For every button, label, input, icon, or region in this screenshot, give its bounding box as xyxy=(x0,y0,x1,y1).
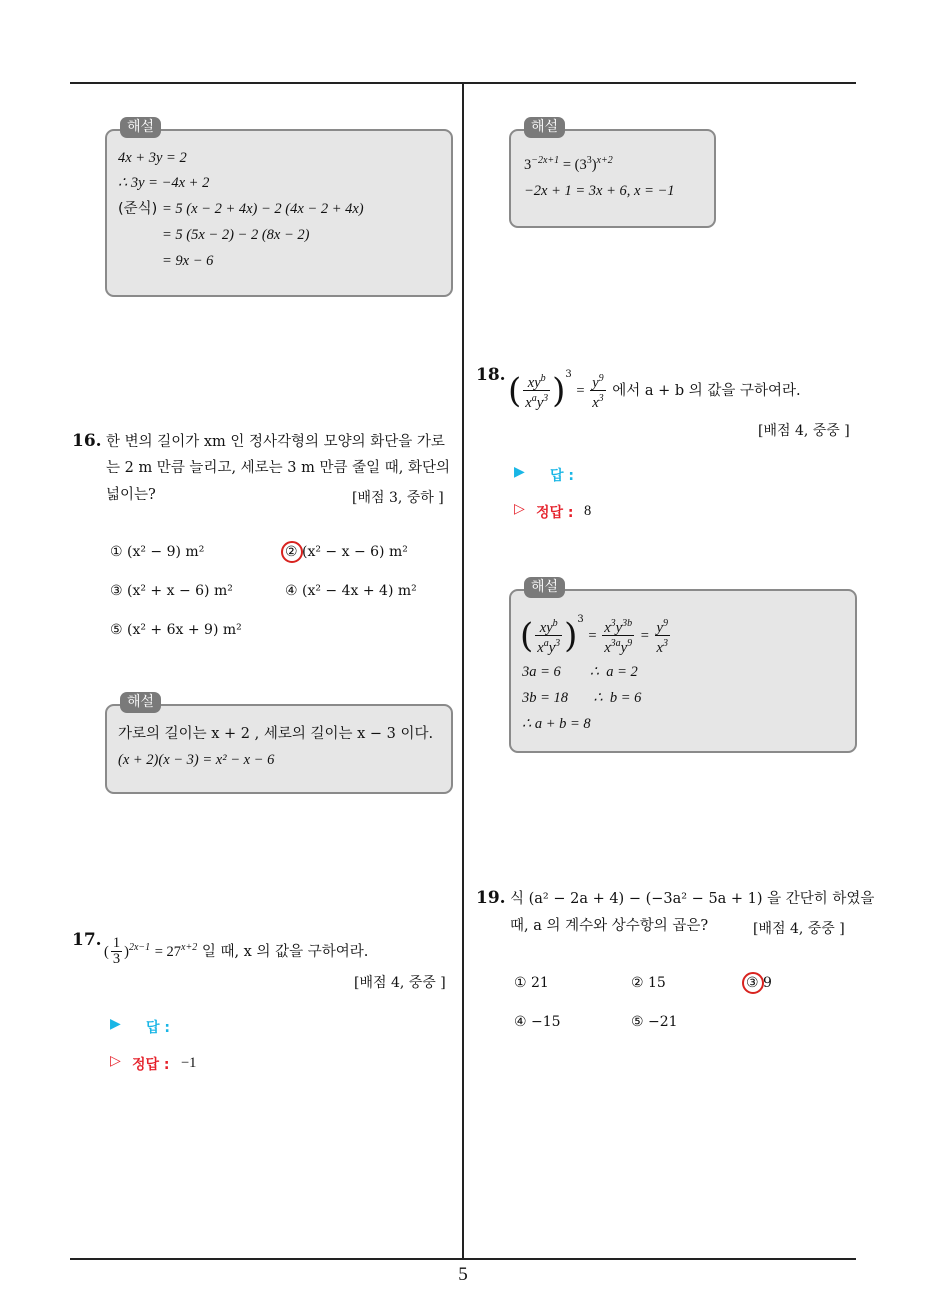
score-meta: [배점 3, 중하 ] xyxy=(352,490,444,506)
solution-tag: 해설 xyxy=(120,692,161,713)
question-number: 16. xyxy=(72,431,102,451)
question-text: 넓이는? xyxy=(106,487,156,503)
choice-4[interactable]: ④ −15 xyxy=(514,1014,561,1030)
fraction: $\frac{y^9}{x^3}$ xyxy=(656,617,668,657)
question-number: 19. xyxy=(476,888,506,908)
solution-line: ∴ 3y = −4x + 2 xyxy=(118,175,210,191)
choice-1[interactable]: ① (x² − 9) m² xyxy=(110,544,205,560)
question-18-equation: ( $\frac{xy^b}{x^ay^3}$ )$^3$ = $\frac{y^9}{x^3}$ 에서 a + b 의 값을 구하여라. xyxy=(508,369,801,412)
fraction: $\frac{x^3y^{3b}}{x^{3a}y^9}$ xyxy=(604,617,633,657)
question-text: 는 2 m 만큼 늘리고, 세로는 3 m 만큼 줄일 때, 화단의 xyxy=(106,460,450,476)
fraction: $\frac{y^9}{x^3}$ xyxy=(592,372,604,412)
question-text: 때, a 의 계수와 상수항의 곱은? xyxy=(510,918,709,934)
solution-tag: 해설 xyxy=(524,577,565,598)
correct-value: 8 xyxy=(584,503,592,519)
solution-line: ( $\frac{xy^b}{x^ay^3}$ )$^3$ = $\frac{x^3y^{3b}}{x^{3a}y^9}$ = $\frac{y^9}{x^3}$ xyxy=(520,614,668,657)
page-number: 5 xyxy=(458,1264,468,1285)
solution-line: = 5 (5x − 2) − 2 (8x − 2) xyxy=(162,227,310,243)
solution-tag: 해설 xyxy=(524,117,565,138)
question-text: 한 변의 길이가 xm 인 정사각형의 모양의 화단을 가로 xyxy=(106,434,445,450)
answer-arrow-icon: ▶ xyxy=(110,1016,121,1032)
correct-label: 정답 : xyxy=(132,1057,170,1073)
question-text: 식 (a² − 2a + 4) − (−3a² − 5a + 1) 을 간단히 하였을 xyxy=(510,891,875,907)
choice-5[interactable]: ⑤ (x² + 6x + 9) m² xyxy=(110,622,242,638)
answer-label: 답 : xyxy=(550,468,574,484)
fraction: $\frac{xy^b}{x^ay^3}$ xyxy=(525,372,549,412)
solution-line-label: (준식) xyxy=(118,201,158,217)
correct-arrow-icon: ▷ xyxy=(514,501,525,517)
solution-box-16 xyxy=(105,704,453,794)
bottom-rule xyxy=(70,1258,856,1260)
score-meta: [배점 4, 중중 ] xyxy=(354,975,446,991)
solution-line: −2x + 1 = 3x + 6, x = −1 xyxy=(524,183,675,199)
solution-line: 3a = 6 ∴ a = 2 xyxy=(522,664,638,680)
solution-line: 4x + 3y = 2 xyxy=(118,150,187,166)
question-number: 18. xyxy=(476,365,506,385)
correct-value: −1 xyxy=(181,1055,197,1071)
choice-3[interactable]: ③ 9 xyxy=(746,975,772,991)
choice-2[interactable]: ② 15 xyxy=(631,975,666,991)
answer-label: 답 : xyxy=(146,1020,170,1036)
choice-2[interactable]: ② (x² − x − 6) m² xyxy=(285,544,408,560)
correct-label: 정답 : xyxy=(536,505,574,521)
solution-line: (x + 2)(x − 3) = x² − x − 6 xyxy=(118,752,275,768)
column-divider xyxy=(462,83,464,1259)
choice-3[interactable]: ③ (x² + x − 6) m² xyxy=(110,583,233,599)
question-number: 17. xyxy=(72,930,102,950)
choice-1[interactable]: ① 21 xyxy=(514,975,549,991)
question-17-equation: ( $\frac{1}{3}$ )$^{2x-1} = 27^{x+2}$ 일 때, x 의 값을 구하여라. xyxy=(104,935,369,968)
fraction: $\frac{xy^b}{x^ay^3}$ xyxy=(537,617,561,657)
solution-line: ∴ a + b = 8 xyxy=(522,716,591,732)
solution-line: $3^{-2x+1} = (3^3)^{x+2}$ xyxy=(524,155,613,173)
solution-line: 가로의 길이는 x + 2 , 세로의 길이는 x − 3 이다. xyxy=(118,726,434,742)
correct-arrow-icon: ▷ xyxy=(110,1053,121,1069)
fraction: $\frac{1}{3}$ xyxy=(112,935,121,968)
solution-line: = 9x − 6 xyxy=(162,253,214,269)
solution-line: = 5 (x − 2 + 4x) − 2 (4x − 2 + 4x) xyxy=(162,201,364,217)
score-meta: [배점 4, 중중 ] xyxy=(758,423,850,439)
solution-tag: 해설 xyxy=(120,117,161,138)
choice-4[interactable]: ④ (x² − 4x + 4) m² xyxy=(285,583,417,599)
solution-box-17 xyxy=(509,129,716,228)
solution-line: 3b = 18 ∴ b = 6 xyxy=(522,690,642,706)
choice-5[interactable]: ⑤ −21 xyxy=(631,1014,678,1030)
answer-arrow-icon: ▶ xyxy=(514,464,525,480)
score-meta: [배점 4, 중중 ] xyxy=(753,921,845,937)
